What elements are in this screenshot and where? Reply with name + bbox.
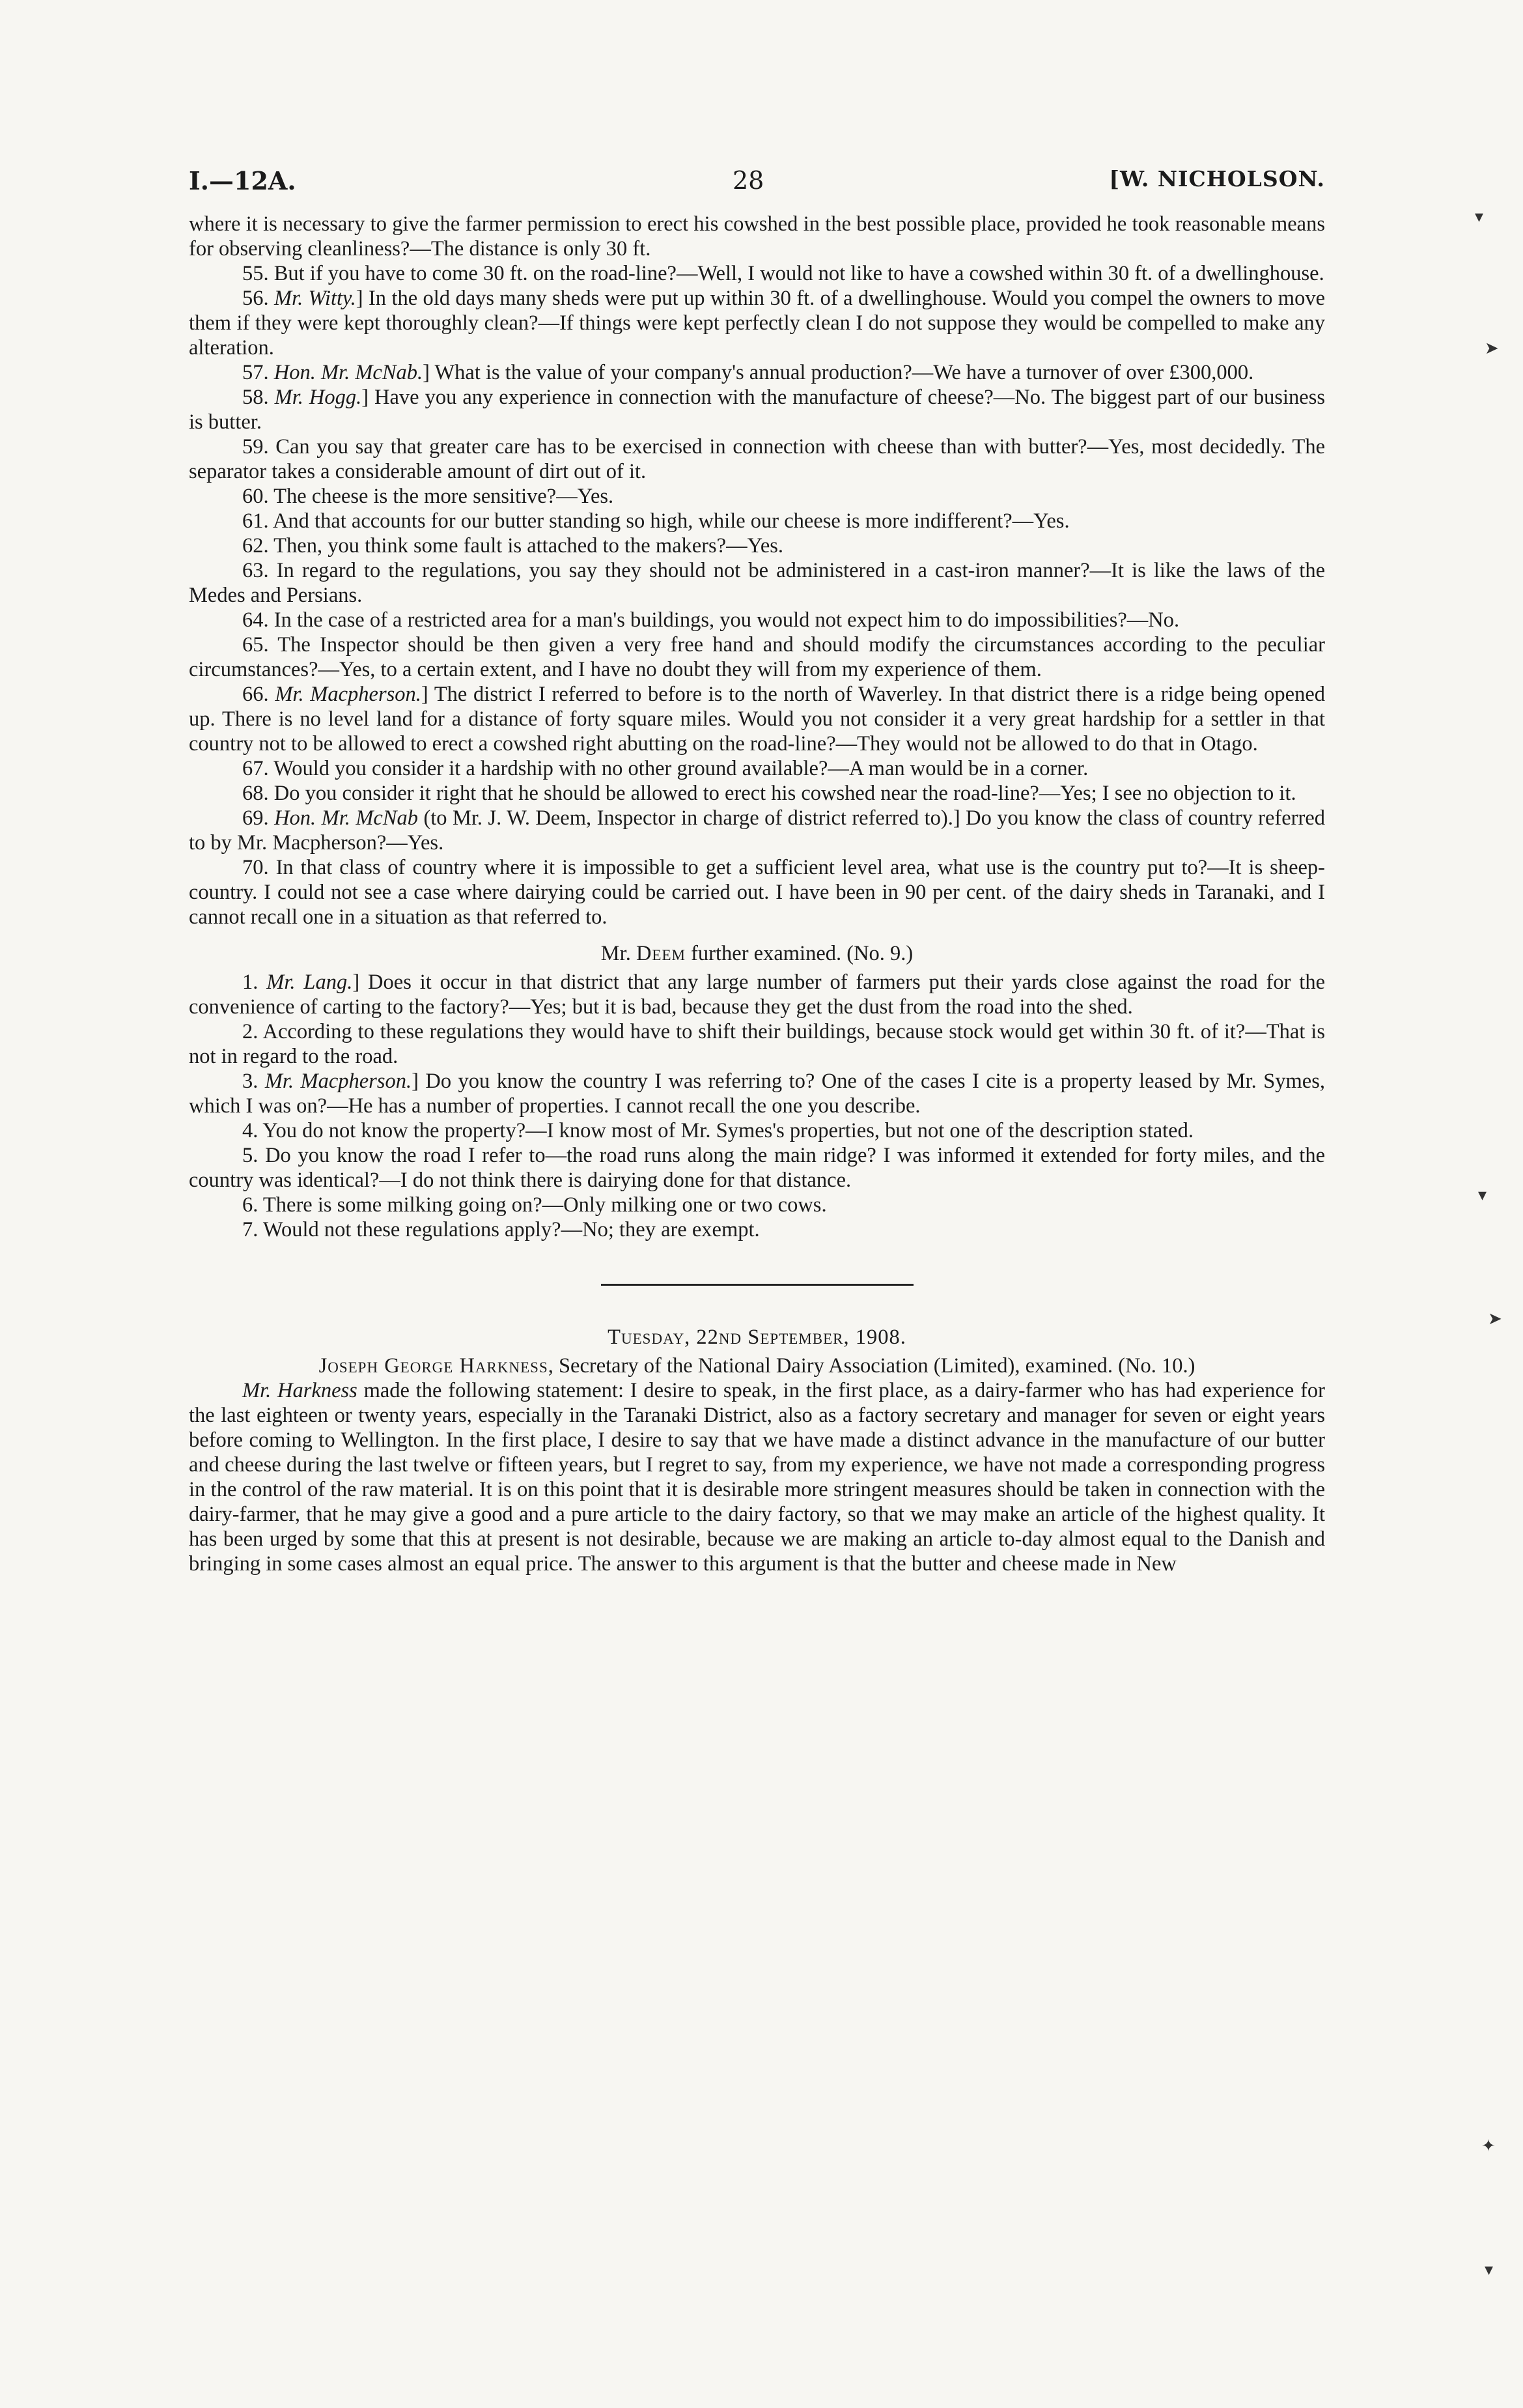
page-number: 28 [733, 166, 764, 195]
paragraph: 3. Mr. Macpherson.] Do you know the country I was referring to? One of the cases I cite is a property leased by Mr. Symes, which I was on?—He has a number of properties. I cannot recall the one you describe. [189, 1069, 1325, 1118]
page-header [189, 166, 1325, 212]
section-divider [601, 1284, 914, 1286]
paragraph: 67. Would you consider it a hardship with no other ground available?—A man would be in a corner. [242, 757, 1089, 780]
paragraph: 62. Then, you think some fault is attached to the makers?—Yes. [242, 534, 784, 558]
paragraph: 1. Mr. Lang.] Does it occur in that district that any large number of farmers put their yards close against the road for the convenience of carting to the factory?—Yes; but it is bad, because they get the dust from the road into the shed. [189, 970, 1325, 1019]
date-heading: Tuesday, 22nd September, 1908. [608, 1325, 906, 1349]
paragraph: 56. Mr. Witty.] In the old days many sheds were put up within 30 ft. of a dwellinghouse. Would you compel the owners to move them if they were kept thoroughly clean?—If things were kept perfectly clean I do not suppose they would be compelled to make any alteration. [189, 287, 1326, 360]
speaker: Hon. Mr. McNab. [273, 361, 423, 384]
margin-mark: ✦ [1481, 2136, 1496, 2156]
paragraph: 59. Can you say that greater care has to be exercised in connection with cheese than with butter?—Yes, most decidedly. The separator takes a considerable amount of dirt out of it. [189, 435, 1325, 483]
section-deem-examination [189, 970, 1325, 1242]
paragraph: Mr. Harkness made the following statement: I desire to speak, in the first place, as a dairy-farmer who has had experience for the last eighteen or twenty years, especially in the Taranaki District, also as a factory secretary and manager for seven or eight years before coming to Wellington. In the first place, I desire to say that we have made a distinct advance in the manufacture of our butter and cheese during the last twelve or fifteen years, but I regret to say, from my experience, we have not made a corresponding progress in the control of the raw material. It is on this point that it is desirable more stringent measures should be taken in connection with the dairy-farmer, that he may give a good and a pure article to the dairy factory, so that we may make an article of the highest quality. It has been urged by some that this at present is not desirable, because we are making an article to-day almost equal to the Danish and bringing in some cases almost an equal price. The answer to this argument is that the butter and cheese made in New [189, 1379, 1325, 1576]
speaker: Mr. Hogg. [274, 386, 362, 409]
paragraph: 66. Mr. Macpherson.] The district I referred to before is to the north of Waverley. In that district there is a ridge being opened up. There is no level land for a distance of forty square miles. Would you not consider it a very great hardship for a settler in that country not to be allowed to erect a cowshed right abutting on the road-line?—They would not be allowed to do that in Otago. [189, 683, 1325, 756]
document-reference: I.—12A. [189, 166, 296, 195]
section-harkness-statement [189, 1378, 1325, 1576]
paragraph: 64. In the case of a restricted area for a man's buildings, you would not expect him to do impossibilities?—No. [242, 608, 1180, 632]
margin-mark: ▾ [1478, 1185, 1487, 1205]
paragraph: where it is necessary to give the farmer permission to erect his cowshed in the best possible place, provided he took reasonable means for observing cleanliness?—The distance is only 30 ft. [189, 212, 1325, 261]
speaker: Mr. Witty. [274, 287, 356, 310]
margin-mark: ▾ [1485, 2260, 1494, 2280]
paragraph: 68. Do you consider it right that he should be allowed to erect his cowshed near the road-line?—Yes; I see no objection to it. [242, 782, 1296, 805]
paragraph: 6. There is some milking going on?—Only milking one or two cows. [242, 1193, 827, 1217]
section-nicholson-continued [189, 212, 1325, 929]
paragraph: 2. According to these regulations they would have to shift their buildings, because stock would get within 30 ft. of it?—That is not in regard to the road. [189, 1020, 1325, 1068]
paragraph: 7. Would not these regulations apply?—No; they are exempt. [242, 1218, 760, 1241]
paragraph: 4. You do not know the property?—I know most of Mr. Symes's properties, but not one of the description stated. [242, 1119, 1194, 1142]
margin-mark: ➤ [1488, 1309, 1502, 1329]
paragraph: 55. But if you have to come 30 ft. on the road-line?—Well, I would not like to have a cowshed within 30 ft. of a dwellinghouse. [242, 262, 1324, 285]
paragraph: 58. Mr. Hogg.] Have you any experience in connection with the manufacture of cheese?—No. The biggest part of our business is butter. [189, 386, 1326, 434]
margin-mark: ➤ [1485, 339, 1499, 358]
section-heading-deem: Mr. Deem further examined. (No. 9.) [600, 942, 914, 965]
paragraph: 65. The Inspector should be then given a very free hand and should modify the circumstances according to the peculiar circumstances?—Yes, to a certain extent, and I have no doubt they will from my experience of them. [189, 633, 1325, 681]
paragraph: 60. The cheese is the more sensitive?—Yes. [242, 485, 614, 508]
speaker: Mr. Macpherson. [275, 683, 421, 706]
paragraph: 5. Do you know the road I refer to—the road runs along the main ridge? I was informed it extended for forty miles, and the country was identical?—I do not think there is dairying done for that distance. [189, 1144, 1325, 1192]
witness-header: [W. NICHOLSON. [1109, 166, 1325, 191]
speaker: Mr. Harkness [242, 1379, 357, 1402]
speaker: Mr. Lang. [266, 970, 353, 994]
paragraph: 70. In that class of country where it is impossible to get a sufficient level area, what use is the country put to?—It is sheep-country. I could not see a case where dairying could be carried out. I have been in 90 per cent. of the dairy sheds in Taranaki, and I cannot recall one in a situation as that referred to. [189, 856, 1325, 929]
document-page [189, 166, 1325, 1576]
paragraph: 61. And that accounts for our butter standing so high, while our cheese is more indifferent?—Yes. [242, 509, 1070, 533]
speaker: Hon. Mr. McNab [274, 806, 418, 830]
paragraph: 69. Hon. Mr. McNab (to Mr. J. W. Deem, Inspector in charge of district referred to).] Do you know the class of country referred to by Mr. Macpherson?—Yes. [189, 806, 1326, 855]
margin-mark: ▾ [1475, 207, 1484, 227]
paragraph: 57. Hon. Mr. McNab.] What is the value of your company's annual production?—We have a turnover of over £300,000. [242, 361, 1254, 384]
paragraph: 63. In regard to the regulations, you say they should not be administered in a cast-iron manner?—It is like the laws of the Medes and Persians. [189, 559, 1325, 607]
speaker: Mr. Macpherson. [264, 1069, 412, 1093]
witness-heading: Joseph George Harkness, Secretary of the National Dairy Association (Limited), examined. (No. 10.) [318, 1354, 1195, 1378]
